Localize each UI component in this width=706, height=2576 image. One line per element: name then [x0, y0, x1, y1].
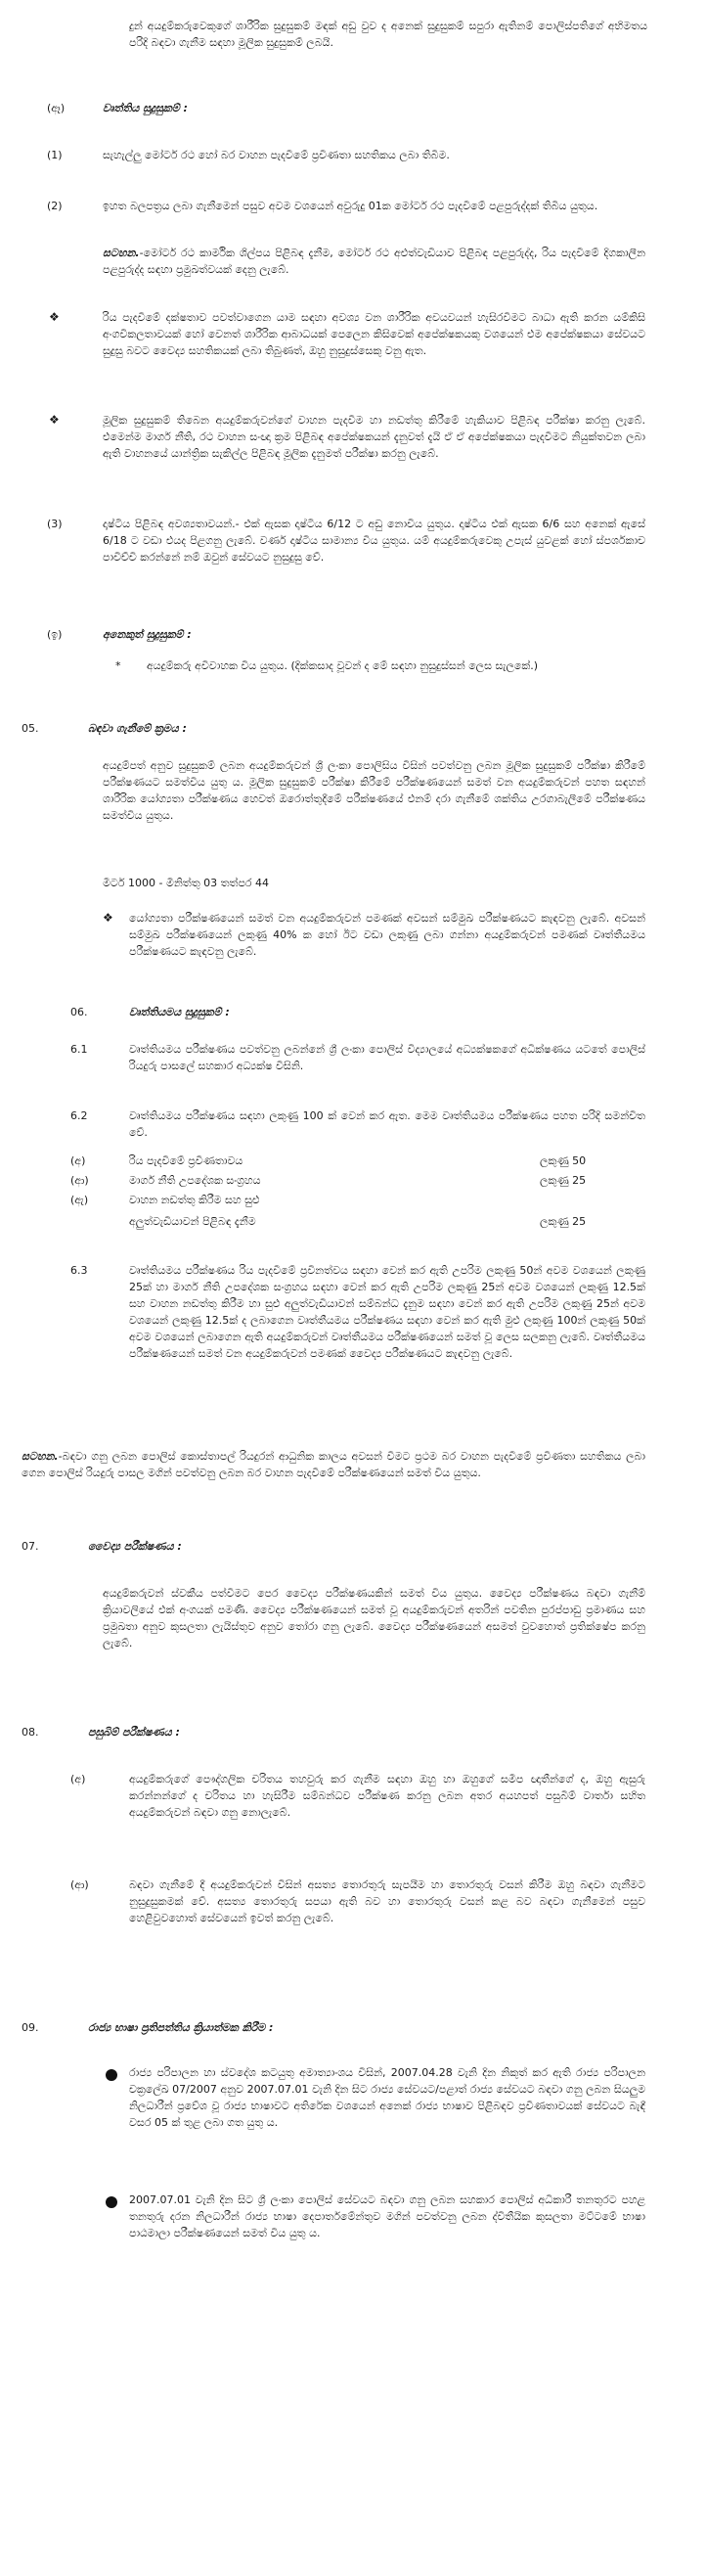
section-title: වෘත්තියමය සුදුසුකම් :: [129, 1006, 230, 1018]
paragraph-number: 6.1: [70, 1043, 88, 1056]
diamond-bullet-icon: ❖: [49, 310, 60, 324]
diamond-bullet-icon: ❖: [103, 911, 113, 925]
paragraph-text: වෘත්තියමය පරීක්ෂණය පවත්වනු ලබන්නේ ශ්‍රී ලංකා පොලිස් විද්‍යාලයේ අධ්‍යක්ෂකගේ අධීක්ෂණය යටතේ පොලිස් රියදුරු පාසලේ සහකාර අධ්‍යක්ෂ විසිනි.: [129, 1043, 645, 1072]
note-paragraph: [103, 245, 645, 278]
paragraph-text: වෘත්තියමය පරීක්ෂණය සඳහා ලකුණු 100 ක් වෙන් කර ඇත. මෙම වෘත්තියමය පරීක්ෂණය පහත පරිදි සමන්විත වේ.: [129, 1109, 645, 1139]
bullet-text: 2007.07.01 වැනි දින සිට ශ්‍රී ලංකා පොලිස් සේවයට බඳවා ගනු ලබන සහකාර පොලිස් අධිකාරී තනතුරට පහළ තනතුරු දරන නිලධාරීන් රාජ්‍ය භාෂා දෙපාර්තමේන්තුව මගින් පවත්වනු ලබන ද්විතීයික කුසලතා මට්ටමේ භාෂා පාඨමාලා පරීක්ෂණයෙන් සමත් විය යුතු ය.: [129, 2193, 645, 2239]
paragraph-number: 6.3: [70, 1264, 88, 1277]
other-qualification-text: අයදුම්කරු අවිවාහක විය යුතුය. (දික්කසාද වූවන් ද මේ සඳහා නුසුදුස්සන් ලෙස සැලකේ.): [147, 659, 539, 672]
section-title: පසුබිම් පරීක්ෂණය :: [88, 1726, 180, 1739]
section-number: 05.: [22, 722, 39, 735]
note-text: -මෝටර් රථ කාර්මික ශිල්පය පිළිබඳ දැනීම, මෝටර් රථ අළුත්වැඩියාව පිළිබඳ පළපුරුද්ද, රිය පැදවීමේ දිගකාලීන පළපුරුද්ද සඳහා ප්‍රමුඛත්වයක් දෙනු ලැබේ.: [103, 247, 645, 276]
star-bullet: *: [115, 659, 121, 672]
row-score: ලකුණු 50: [540, 1154, 587, 1167]
row-mark: (ආ): [70, 1174, 89, 1187]
section-title: රාජ්‍ය භාෂා ප්‍රතිපත්තිය ක්‍රියාත්මක කිරීම :: [88, 2021, 274, 2034]
bullet-text: යෝග්‍යතා පරීක්ෂණයෙන් සමත් වන අයදුම්කරුවන් පමණක් අවසන් සම්මුඛ පරීක්ෂණයට කැඳවනු ලැබේ. අවසන් සම්මුඛ පරීක්ෂණයෙන් ලකුණු 40% ක හෝ ඊට වඩා ලකුණු ලබා ගන්නා අයදුම්කරුවන් පමණක් වෘත්තීයමය පරීක්ෂණයට කැඳවනු ලැබේ.: [129, 912, 645, 958]
item-number: (1): [47, 149, 63, 161]
row-score: ලකුණු 25: [540, 1215, 587, 1228]
paragraph-number: 6.2: [70, 1109, 88, 1122]
bullet-dot-icon: [106, 2196, 117, 2208]
row-label: වාහන නඩත්තු කිරීම සහ සුළු: [129, 1194, 260, 1206]
item-text: බඳවා ගැනීමේ දී අයදුම්කරුවන් විසින් අසත්‍ය තොරතුරු සැපයීම හා තොරතුරු වසන් කිරීම ඔහු බඳවා ගැනීමට නුසුදුසුකමක් වේ. අසත්‍ය තොරතුරු සපයා ඇති බව හා තොරතුරු වසන් කළ බව බඳවා ගැනීමෙන් පසුව හෙළිවුවහොත් සේවයෙන් ඉවත් කරනු ලැබේ.: [129, 1878, 645, 1924]
row-mark: (අ): [70, 1154, 86, 1167]
bullet-dot-icon: [106, 2069, 117, 2081]
section-title: වෛද්‍ය පරීක්ෂණය :: [88, 1540, 182, 1553]
row-score: ලකුණු 25: [540, 1174, 587, 1187]
item-text: දෘෂ්ටිය පිළිබඳ අවශ්‍යතාවයන්.- එක් ඇසක දෘෂ්ටිය 6/12 ට අඩු නොවිය යුතුය. දෘෂ්ටිය එක් ඇසක 6/6 සහ අනෙක් ඇසේ 6/18 ට වඩා එයද පිළගනු ලැබේ. වර්ණ දෘෂ්ටිය සාමාන්‍ය විය යුතුය. යම් අයදුම්කරුවෙකු උපැස් යුවළක් හෝ ස්පර්ශකාච පාවිච්චි කරන්නේ නම් ඔවුන් සේවයට නුසුදුසු වේ.: [103, 518, 645, 564]
note-paragraph: [22, 1448, 645, 1481]
row-mark: (ඇ): [70, 1194, 89, 1206]
item-number: (2): [47, 200, 63, 212]
section-number: 08.: [22, 1726, 39, 1739]
item-text: ඉහත බලපත්‍රය ලබා ගැනීමෙන් පසුව අවම වශයෙන් අවුරුදු 01ක මෝටර් රථ පැදවීමේ පළපුරුද්දක් තිබිය යුතුය.: [103, 200, 598, 212]
item-mark: (අ): [70, 1773, 86, 1785]
recruitment-paragraph: අයදුම්පත් අනුව සුදුසුකම් ලබන අයදුම්කරුවන් ශ්‍රී ලංකා පොලිසිය විසින් පවත්වනු ලබන මූලික සුදුසුකම් පරීක්ෂා කිරීමේ පරීක්ෂණයට සමත්විය යුතු ය. මූලික සුදුසුකම් පරීක්ෂා කිරීමේ පරීක්ෂණයෙන් සමත් වන අයදුම්කරුවන් පහත සඳහන් ශාරීරික යෝග්‍යතා පරීක්ෂණය හෙවත් ඔරොත්තුදීමේ පරීක්ෂණයේ එනම් දරා ගැනීමේ ශක්තිය උරගාබැලීමේ පරීක්ෂණය සමත්විය යුතුය.: [103, 759, 645, 822]
section-title: අනෙකුත් සුදුසුකම් :: [103, 628, 192, 641]
section-label: (ඈ): [47, 102, 66, 114]
item-mark: (ආ): [70, 1878, 89, 1891]
section-title: වෘත්තිය සුදුසුකම් :: [103, 102, 188, 114]
section-title: බඳවා ගැනීමේ ක්‍රමය :: [88, 722, 187, 735]
row-label: මාර්ග නීති උපදේශක සංග්‍රහය: [129, 1174, 261, 1187]
section-number: 09.: [22, 2021, 39, 2034]
row-label: අලුත්වැඩියාවන් පිළිබඳ දැනීම: [129, 1215, 256, 1228]
item-text: අයදුම්කරුගේ පෞද්ගලික චරිතය තහවුරු කර ගැනීම සඳහා ඔහු හා ඔහුගේ සමීප ඥාතීන්ගේ ද, ඔහු ඇසුරු කරන්නන්ගේ ද චරිතය හා හැසිරීම සම්බන්ධව පරීක්ෂණ කරනු ලබන අතර අයහපත් පසුබිම් වාර්තා සහිත අයදුම්කරුවන් බඳවා ගනු නොලැබේ.: [129, 1773, 645, 1819]
bullet-text: මූලික සුදුසුකම් තිබෙන අයදුම්කරුවන්ගේ වාහන පැදවීම හා නඩත්තු කිරීමේ හැකියාව පිළිබඳ පරීක්ෂා කරනු ලැබේ. එමෙන්ම මාර්ග නීති, රථ වාහන සංඥා ක්‍රම පිළිබඳ අපේක්ෂකයන් දැනුවත් දැයි ඒ ඒ අපේක්ෂකයා පැදවීමට නියුක්තවන ලබා ඇති වාහනයේ යාන්ත්‍රික සැකිල්ල පිළිබඳ මූලික දැනුමත් පරීක්ෂා කරනු ලැබේ.: [103, 414, 645, 460]
section-label: (ඉ): [47, 628, 63, 641]
item-text: සැහැල්ලු මෝටර් රථ හෝ බර වාහන පැදවීමේ ප්‍රවීණතා සහතිකය ලබා තිබීම.: [103, 149, 450, 161]
section-number: 07.: [22, 1540, 39, 1553]
row-label: රිය පැදවීමේ ප්‍රවීණතාවය: [129, 1154, 243, 1167]
medical-paragraph: අයදුම්කරුවන් ස්වකීය පත්වීමට පෙර වෛද්‍ය පරීක්ෂණයකින් සමත් විය යුතුය. වෛද්‍ය පරීක්ෂණය බඳවා ගැනීම් ක්‍රියාවලියේ එක් අංගයක් පමණි. වෛද්‍ය පරීක්ෂණයෙන් සමත් වූ අයදුම්කරුවන් අතරින් පවතින පුරප්පාඩු ප්‍රමාණය සහ ප්‍රමුඛතා අනුව කුසලතා ලැයිස්තුව අනුව තෝරා ගනු ලැබේ. වෛද්‍ය පරීක්ෂණයෙන් අසමත් වුවහොත් ප්‍රතික්ෂේප කරනු ලැබේ.: [103, 1587, 645, 1650]
diamond-bullet-icon: ❖: [49, 413, 60, 427]
intro-paragraph: දුන් අයදුම්කරුවෙකුගේ ශාරීරික සුදුසුකම් මඳක් අඩු වුව ද අනෙක් සුදුසුකම් සපුරා ඇතිනම් පොලිස්පතිගේ අභිමතය පරිදි බඳවා ගැනීම සඳහා මූලික සුදුසුකම් ලබයි.: [129, 20, 647, 49]
bullet-text: රාජ්‍ය පරිපාලන හා ස්වදේශ කටයුතු අමාත්‍යාංශය විසින්, 2007.04.28 වැනි දින නිකුත් කර ඇති රාජ්‍ය පරිපාලන චක්‍රලේඛ 07/2007 අනුව 2007.07.01 වැනි දින සිට රාජ්‍ය සේවයට/පළාත් රාජ්‍ය සේවයට බඳවා ගනු ලබන සියලුම නිලධාරීන් ප්‍රවේශ වූ රාජ්‍ය භාෂාවට අතිරේක වශයෙන් අනෙක් රාජ්‍ය භාෂාව පිළිබඳව ප්‍රවීණතාවයක් සේවයට බැඳී වසර 05 ක් තුළ ලබා ගත යුතු ය.: [129, 2066, 645, 2129]
note-text: -බඳවා ගනු ලබන පොලිස් කොස්තාපල් රියදුරන් ආධුනික කාලය අවසන් වීමට ප්‍රථම බර වාහන පැදවීමේ ප්‍රවීණතා සහතිකය ලබා ගෙන පොලිස් රියදුරු පාසල මගින් පවත්වනු ලබන බර වාහන පැදවීමේ පරීක්ෂණයෙන් සමත් විය යුතුය.: [22, 1450, 645, 1479]
note-label: සටහන.: [103, 247, 140, 259]
section-number: 06.: [70, 1006, 88, 1018]
item-number: (3): [47, 518, 63, 530]
bullet-text: රිය පැදවීමේ දක්ෂතාව පවත්වාගෙන යාම සඳහා අවශ්‍ය වන ශාරීරික අවයවයන් හැසිරවීමට බාධා ඇති කරන යම්කිසි අංගවිකලතාවයක් හෝ වෙනත් ශාරීරික ආබාධයක් පෙලෙන කිසිවෙක් අපේක්ෂකයකු වශයෙන් එම අපේක්ෂකයා සේවයට සුදුසු බවට වෛද්‍ය සහතිකයක් ලබා තිබුණත්, ඔහු නුසුදුස්සෙකු වනු ඇත.: [103, 311, 645, 357]
paragraph-text: වෘත්තියමය පරීක්ෂණය රිය පැදවීමේ ප්‍රවීනත්වය සඳහා වෙන් කර ඇති උපරිම ලකුණු 50න් අවම වශයෙන් ලකුණු 25ක් හා මාර්ග නීති උපදේශක සංග්‍රහය සඳහා වෙන් කර ඇති උපරිම ලකුණු 25න් අවම වශයෙන් ලකුණු 12.5ක් සහ වාහන නඩත්තු කිරීම හා සුළු අලුත්වැඩියාවන් සම්බන්ධ දැනුම සඳහා වෙන් කර ඇති උපරිම ලකුණු 25න් අවම වශයෙන් ලකුණු 12.5ක් ද ලබාගෙන වෘත්තීයමය පරීක්ෂණය සඳහා වෙන් කර ඇති මුළු ලකුණු 100න් ලකුණු 50ක් අවම වශයෙන් ලබාගෙන ඇති අයදුම්කරුවන් වෘත්තීයමය පරීක්ෂණයෙන් සමත් වූ ලෙස සලකනු ලැබේ. වෘත්තීයමය පරීක්ෂණයෙන් සමත් වන අයදුම්කරුවන් පමණක් වෛද්‍ය පරීක්ෂණයට කැඳවනු ලැබේ.: [129, 1264, 645, 1360]
endurance-test-value: මීටර් 1000 - මිනිත්තු 03 තත්පර 44: [103, 877, 270, 889]
note-label: සටහන.: [22, 1450, 59, 1463]
